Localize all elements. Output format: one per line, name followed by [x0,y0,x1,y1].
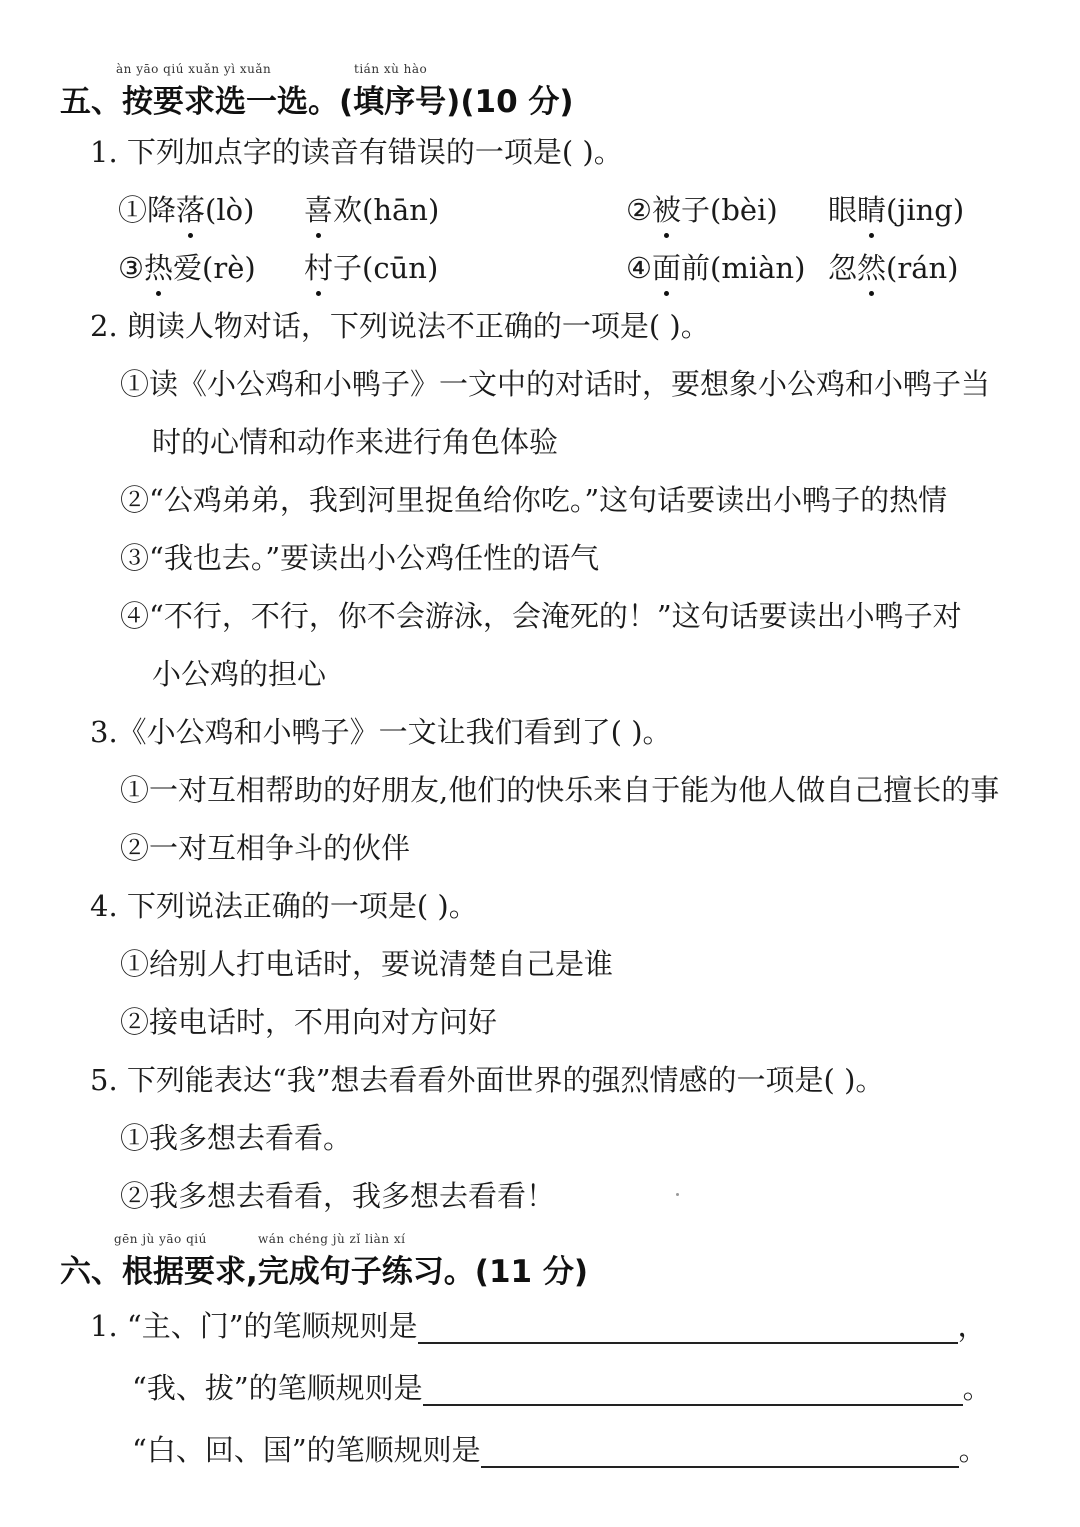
punct: 。 [962,1371,992,1405]
option-number: ① [118,193,148,227]
option-number: ④ [626,251,652,285]
dotted-char: 喜 [304,193,334,227]
section5-pinyin-a: àn yāo qiú xuǎn yì xuǎn [116,62,272,76]
q1-option-3-word-2 [304,250,438,286]
q3-stem: 3.《小公鸡和小鸭子》一文让我们看到了( )。 [90,715,672,749]
punct: 。 [958,1433,988,1467]
q2-stem: 2. 朗读人物对话，下列说法不正确的一项是( )。 [90,309,710,343]
s6-line-1 [90,1308,987,1344]
dotted-char: 面 [652,251,682,285]
word-char: 子 [333,251,363,285]
word-char: 前 [681,251,711,285]
word-char: 降 [147,193,177,227]
q4-option-2: ②接电话时，不用向对方问好 [120,1005,498,1039]
pinyin-text: (rán) [886,251,959,285]
pinyin-text: (hān) [362,193,440,227]
s6-line-1-prompt: 1. “主、门”的笔顺规则是 [90,1309,418,1343]
q5-option-2: ②我多想去看看，我多想去看看！ [120,1179,556,1213]
q5-stem: 5. 下列能表达“我”想去看看外面世界的强烈情感的一项是( )。 [90,1063,885,1097]
s6-line-3-prompt: “白、回、国”的笔顺规则是 [132,1433,481,1467]
answer-blank-1[interactable] [418,1312,958,1344]
word-char: 欢 [333,193,363,227]
pinyin-text: (bèi) [710,193,778,227]
q1-option-1-word-2 [304,192,439,228]
option-number: ③ [118,251,144,285]
scan-speck [676,1193,679,1196]
word-char: 忽 [828,251,858,285]
q3-option-2: ②一对互相争斗的伙伴 [120,831,411,865]
dotted-char: 落 [176,193,206,227]
answer-blank-3[interactable] [481,1436,959,1468]
pinyin-text: (lò) [205,193,255,227]
punct: ， [957,1309,987,1343]
q2-option-2: ②“公鸡弟弟，我到河里捉鱼给你吃。”这句话要读出小鸭子的热情 [120,483,948,517]
s6-line-2-prompt: “我、拔”的笔顺规则是 [132,1371,423,1405]
dotted-char: 被 [652,193,682,227]
q2-option-1-line-1: ①读《小公鸡和小鸭子》一文中的对话时，要想象小公鸡和小鸭子当 [120,367,991,401]
q1-stem: 1. 下列加点字的读音有错误的一项是( )。 [90,135,623,169]
q5-option-1: ①我多想去看看。 [120,1121,353,1155]
word-char: 眼 [828,193,858,227]
s6-line-3 [132,1432,988,1468]
q2-option-4-line-2: 小公鸡的担心 [152,657,327,691]
section6-title: 六、根据要求,完成句子练习。(11 分) [60,1254,589,1290]
pinyin-text: (cūn) [362,251,439,285]
q1-option-3 [118,250,256,286]
section6-pinyin-b: wán chéng jù zǐ liàn xí [258,1232,406,1246]
section6-pinyin-a: gēn jù yāo qiú [114,1232,207,1246]
dotted-char: 然 [857,251,887,285]
s6-line-2 [132,1370,992,1406]
q4-stem: 4. 下列说法正确的一项是( )。 [90,889,478,923]
word-char: 子 [681,193,711,227]
q1-option-1 [118,192,254,228]
q1-option-2 [626,192,778,228]
q1-option-4-word-2 [828,250,959,286]
pinyin-text: (jing) [886,193,965,227]
q2-option-3: ③“我也去。”要读出小公鸡任性的语气 [120,541,600,575]
dotted-char: 睛 [857,193,887,227]
pinyin-text: (rè) [202,251,256,285]
q2-option-1-line-2: 时的心情和动作来进行角色体验 [152,425,559,459]
dotted-char: 热 [144,251,174,285]
pinyin-text: (miàn) [710,251,806,285]
word-char: 爱 [173,251,203,285]
q3-option-1: ①一对互相帮助的好朋友,他们的快乐来自于能为他人做自己擅长的事 [120,773,1000,807]
dotted-char: 村 [304,251,334,285]
q1-option-2-word-2 [828,192,964,228]
q4-option-1: ①给别人打电话时，要说清楚自己是谁 [120,947,614,981]
section5-pinyin-b: tián xù hào [354,62,428,76]
section5-title: 五、按要求选一选。(填序号)(10 分) [60,84,574,120]
q2-option-4-line-1: ④“不行，不行，你不会游泳，会淹死的！”这句话要读出小鸭子对 [120,599,962,633]
answer-blank-2[interactable] [423,1374,963,1406]
option-number: ② [626,193,652,227]
q1-option-4 [626,250,805,286]
